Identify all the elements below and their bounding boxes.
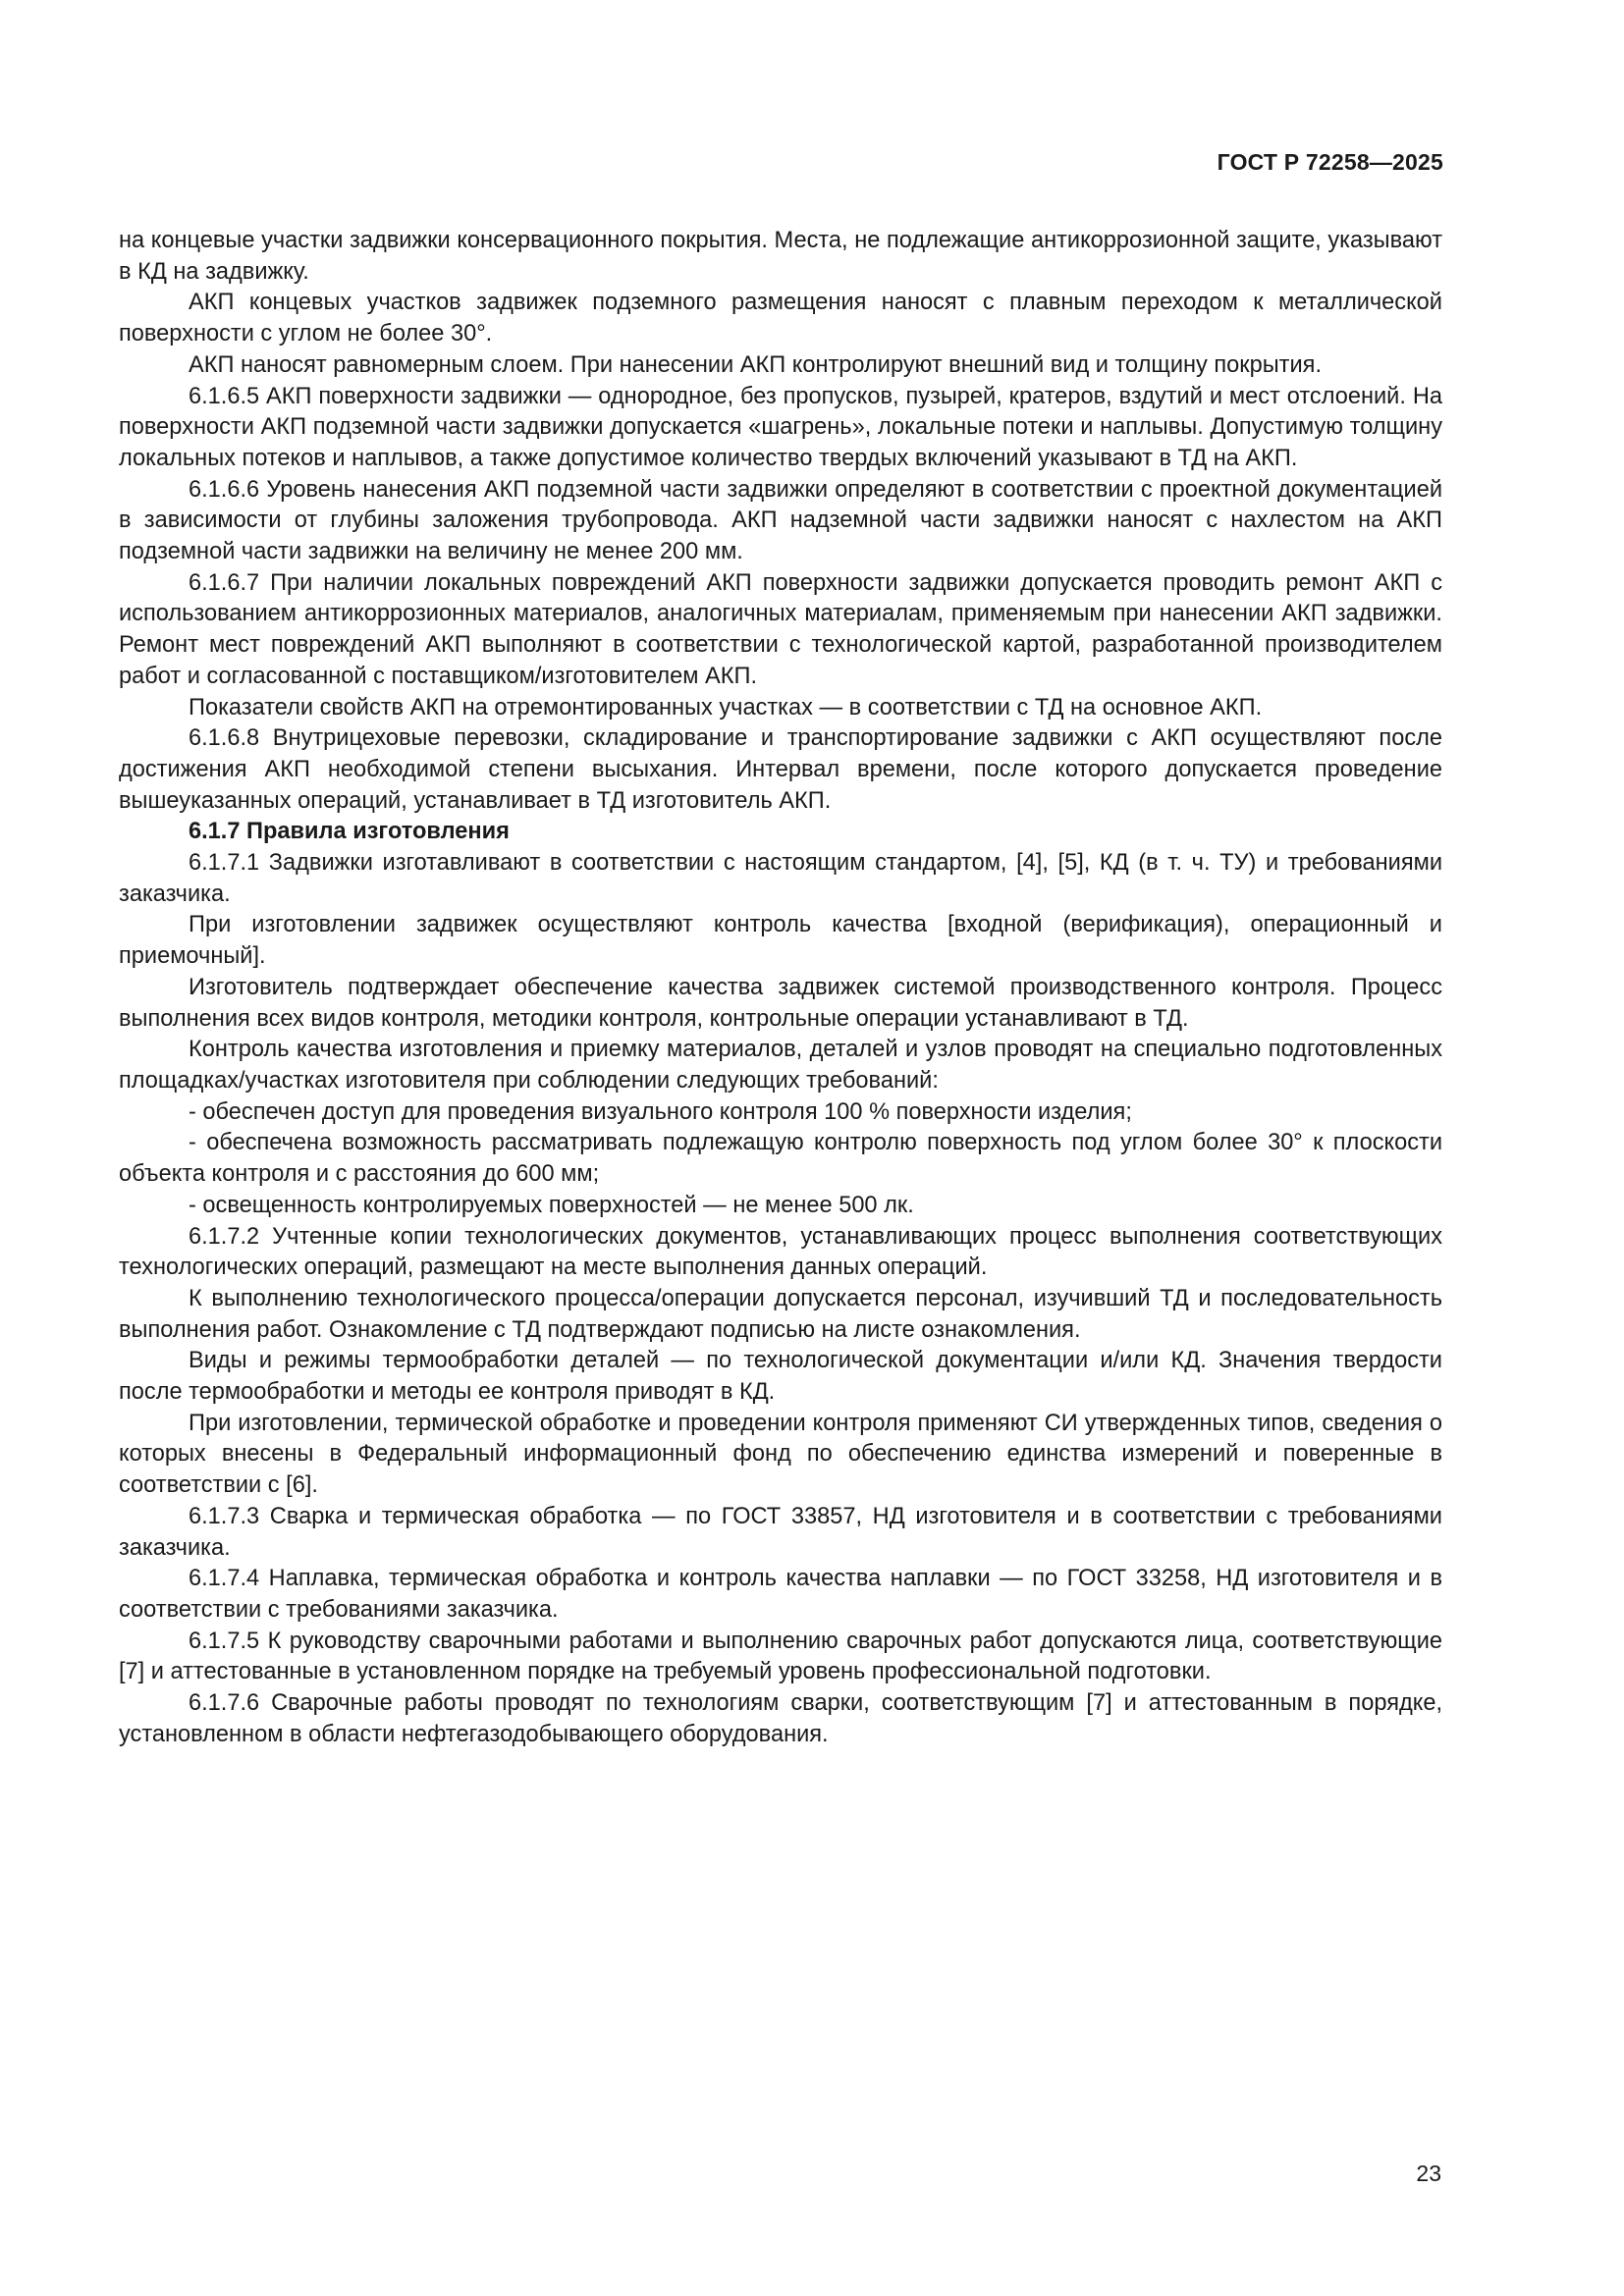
section-heading-6-1-7: 6.1.7 Правила изготовления (189, 819, 510, 845)
paragraph: АКП наносят равномерным слоем. При нанесении АКП контролируют внешний вид и толщину покрытия. (189, 351, 1322, 378)
paragraph-6-1-7-2: 6.1.7.2 Учтенные копии технологических документов, устанавливающих процесс выполнения соответствующих технологических операций, размещают на месте выполнения данных операций. (119, 1223, 1442, 1281)
document-header-standard: ГОСТ Р 72258—2025 (1217, 149, 1443, 175)
list-item: - обеспечен доступ для проведения визуального контроля 100 % поверхности изделия; (189, 1098, 1132, 1125)
paragraph: При изготовлении, термической обработке и проведении контроля применяют СИ утвержденных типов, сведения о которых внесены в Федеральный информационный фонд по обеспечению единства измерений и поверенные в соответствии с [6]. (119, 1410, 1442, 1499)
paragraph-6-1-6-6: 6.1.6.6 Уровень нанесения АКП подземной части задвижки определяют в соответствии с проектной документацией в зависимости от глубины заложения трубопровода. АКП надземной части задвижки наносят с нахлестом на АКП подземной части задвижки на величину не менее 200 мм. (119, 476, 1442, 565)
paragraph: Виды и режимы термообработки деталей — по технологической документации и/или КД. Значения твердости после термообработки и методы ее контроля приводят в КД. (119, 1348, 1442, 1406)
document-body (119, 226, 1442, 1750)
list-item: - освещенность контролируемых поверхностей — не менее 500 лк. (189, 1192, 914, 1218)
paragraph-6-1-7-4: 6.1.7.4 Наплавка, термическая обработка и контроль качества наплавки — по ГОСТ 33258, НД изготовителя и в соответствии с требованиями заказчика. (119, 1566, 1442, 1623)
paragraph: на концевые участки задвижки консервационного покрытия. Места, не подлежащие антикоррозионной защите, указывают в КД на задвижку. (119, 228, 1442, 285)
paragraph-6-1-6-5: 6.1.6.5 АКП поверхности задвижки — однородное, без пропусков, пузырей, кратеров, вздутий и мест отслоений. На поверхности АКП подземной части задвижки допускается «шагрень», локальные потеки и наплывы. Допустимую толщину локальных потеков и наплывов, а также допустимое количество твердых включений указывают в ТД на АКП. (119, 383, 1442, 471)
paragraph: Изготовитель подтверждает обеспечение качества задвижек системой производственного контроля. Процесс выполнения всех видов контроля, методики контроля, контрольные операции устанавливают в ТД. (119, 974, 1442, 1032)
paragraph-6-1-7-6: 6.1.7.6 Сварочные работы проводят по технологиям сварки, соответствующим [7] и аттестованным в порядке, установленном в области нефтегазодобывающего оборудования. (119, 1690, 1442, 1747)
paragraph-6-1-7-3: 6.1.7.3 Сварка и термическая обработка — по ГОСТ 33857, НД изготовителя и в соответствии с требованиями заказчика. (119, 1503, 1442, 1561)
list-item: - обеспечена возможность рассматривать подлежащую контролю поверхность под углом более 30° к плоскости объекта контроля и с расстояния до 600 мм; (119, 1130, 1442, 1188)
paragraph: АКП концевых участков задвижек подземного размещения наносят с плавным переходом к металлической поверхности с углом не более 30°. (119, 290, 1442, 347)
paragraph: Контроль качества изготовления и приемку материалов, деталей и узлов проводят на специально подготовленных площадках/участках изготовителя при соблюдении следующих требований: (119, 1037, 1442, 1094)
paragraph-6-1-7-1: 6.1.7.1 Задвижки изготавливают в соответствии с настоящим стандартом, [4], [5], КД (в т. ч. ТУ) и требованиями заказчика. (119, 850, 1442, 907)
paragraph-6-1-6-7: 6.1.6.7 При наличии локальных повреждений АКП поверхности задвижки допускается проводить ремонт АКП с использованием антикоррозионных материалов, аналогичных материалам, применяемым при нанесении АКП задвижки. Ремонт мест повреждений АКП выполняют в соответствии с технологической картой, разработанной производителем работ и согласованной с поставщиком/изготовителем АКП. (119, 569, 1442, 689)
paragraph: При изготовлении задвижек осуществляют контроль качества [входной (верификация), операционный и приемочный]. (119, 912, 1442, 970)
paragraph: К выполнению технологического процесса/операции допускается персонал, изучивший ТД и последовательность выполнения работ. Ознакомление с ТД подтверждают подписью на листе ознакомления. (119, 1285, 1442, 1343)
paragraph-6-1-7-5: 6.1.7.5 К руководству сварочными работами и выполнению сварочных работ допускаются лица, соответствующие [7] и аттестованные в установленном порядке на требуемый уровень профессиональной подготовки. (119, 1628, 1442, 1685)
page-number: 23 (1416, 2161, 1441, 2186)
paragraph-6-1-6-8: 6.1.6.8 Внутрицеховые перевозки, складирование и транспортирование задвижки с АКП осуществляют после достижения АКП необходимой степени высыхания. Интервал времени, после которого допускается проведение вышеуказанных операций, устанавливает в ТД изготовитель АКП. (119, 725, 1442, 814)
paragraph: Показатели свойств АКП на отремонтированных участках — в соответствии с ТД на основное АКП. (189, 694, 1263, 721)
